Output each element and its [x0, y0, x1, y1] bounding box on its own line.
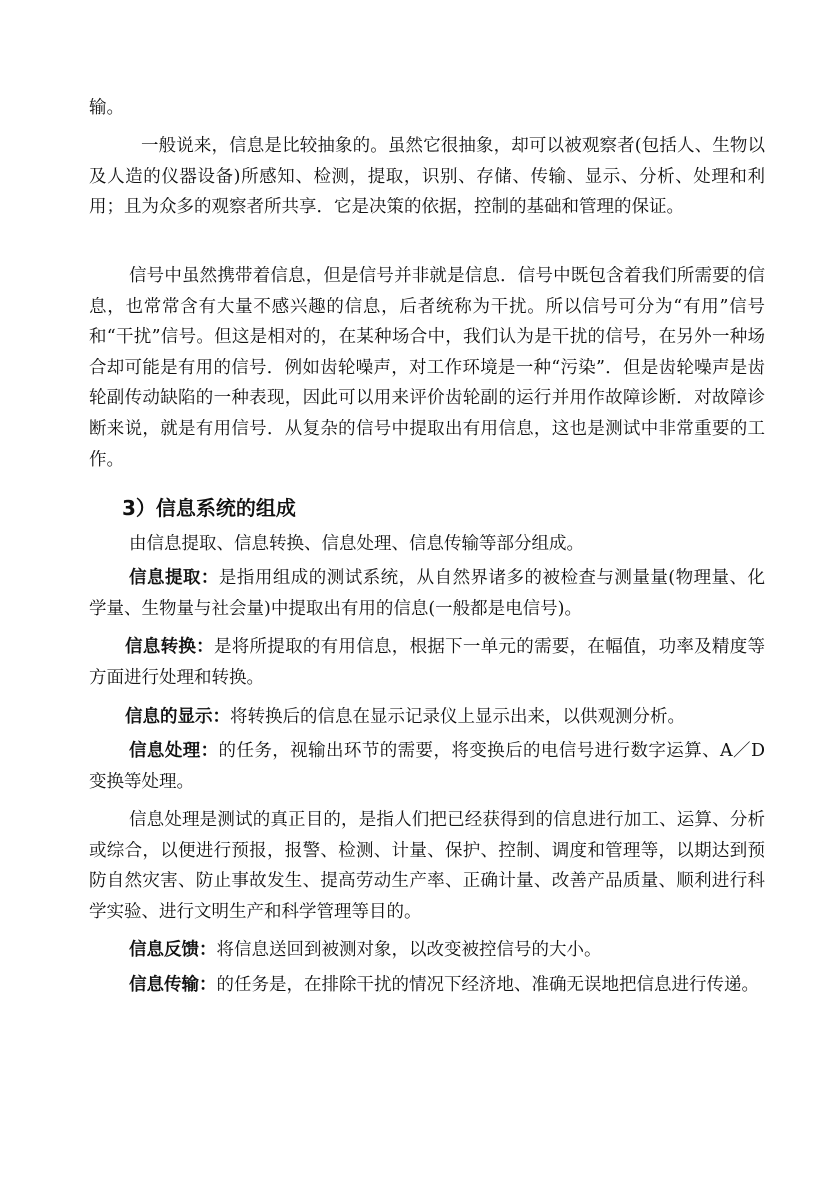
paragraph-system-composition: 由信息提取、信息转换、信息处理、信息传输等部分组成。 — [129, 534, 584, 554]
paragraph-information-abstract: 一般说来，信息是比较抽象的。虽然它很抽象，却可以被观察者(包括人、生物以及人造的仪器设备)所感知、检测，提取，识别、存储、传输、显示、分析、处理和利用；且为众多的观察者所共享．它是决策的依据，控制的基础和管理的保证。 — [89, 136, 765, 218]
definition-information-transmission: 的任务是，在排除干扰的情况下经济地、准确无误地把信息进行传递。 — [216, 975, 759, 995]
term-information-transmission: 信息传输： — [129, 975, 217, 995]
paragraph-signal-and-information: 信号中虽然携带着信息，但是信号并非就是信息．信号中既包含着我们所需要的信息，也常常含有大量不感兴趣的信息，后者统称为干扰。所以信号可分为“有用”信号和“干扰”信号。但这是相对的，在某种场合中，我们认为是干扰的信号，在另外一种场合却可能是有用的信号．例如齿轮噪声，对工作环境是一种“污染”．但是齿轮噪声是齿轮副传动缺陷的一种表现，因此可以用来评价齿轮副的运行并用作故障诊断．对故障诊断来说，就是有用信号．从复杂的信号中提取出有用信息，这也是测试中非常重要的工作。 — [89, 266, 765, 470]
paragraph-continuation: 输。 — [89, 98, 124, 118]
term-information-processing: 信息处理： — [129, 741, 219, 761]
definition-information-processing: 的任务，视输出环节的需要，将变换后的电信号进行数字运算、A／D 变换等处理。 — [89, 741, 765, 792]
paragraph-processing-purpose: 信息处理是测试的真正目的，是指人们把已经获得到的信息进行加工、运算、分析或综合，以便进行预报，报警、检测、计量、保护、控制、调度和管理等，以期达到预防自然灾害、防止事故发生、提高劳动生产率、正确计量、改善产品质量、顺利进行科学实验、进行文明生产和科学管理等目的。 — [89, 810, 765, 922]
definition-information-conversion: 是将所提取的有用信息，根据下一单元的需要，在幅值，功率及精度等方面进行处理和转换。 — [89, 637, 766, 688]
term-information-extraction: 信息提取： — [129, 568, 219, 588]
definition-information-extraction: 是指用组成的测试系统，从自然界诸多的被检查与测量量(物理量、化学量、生物量与社会量)中提取出有用的信息(一般都是电信号)。 — [89, 568, 766, 619]
term-information-display: 信息的显示： — [125, 707, 230, 727]
definition-information-display: 将转换后的信息在显示记录仪上显示出来，以供观测分析。 — [230, 707, 685, 727]
paragraph-information-conversion — [89, 632, 765, 693]
paragraph-information-display — [89, 702, 765, 733]
paragraph-information-processing — [89, 736, 765, 797]
term-information-conversion: 信息转换： — [125, 637, 214, 657]
paragraph-information-transmission — [89, 970, 765, 1001]
paragraph-information-feedback — [89, 935, 765, 966]
term-information-feedback: 信息反馈： — [129, 940, 217, 960]
paragraph-information-extraction — [89, 563, 765, 624]
definition-information-feedback: 将信息送回到被测对象，以改变被控信号的大小。 — [216, 940, 602, 960]
section-heading: 3）信息系统的组成 — [122, 496, 296, 520]
